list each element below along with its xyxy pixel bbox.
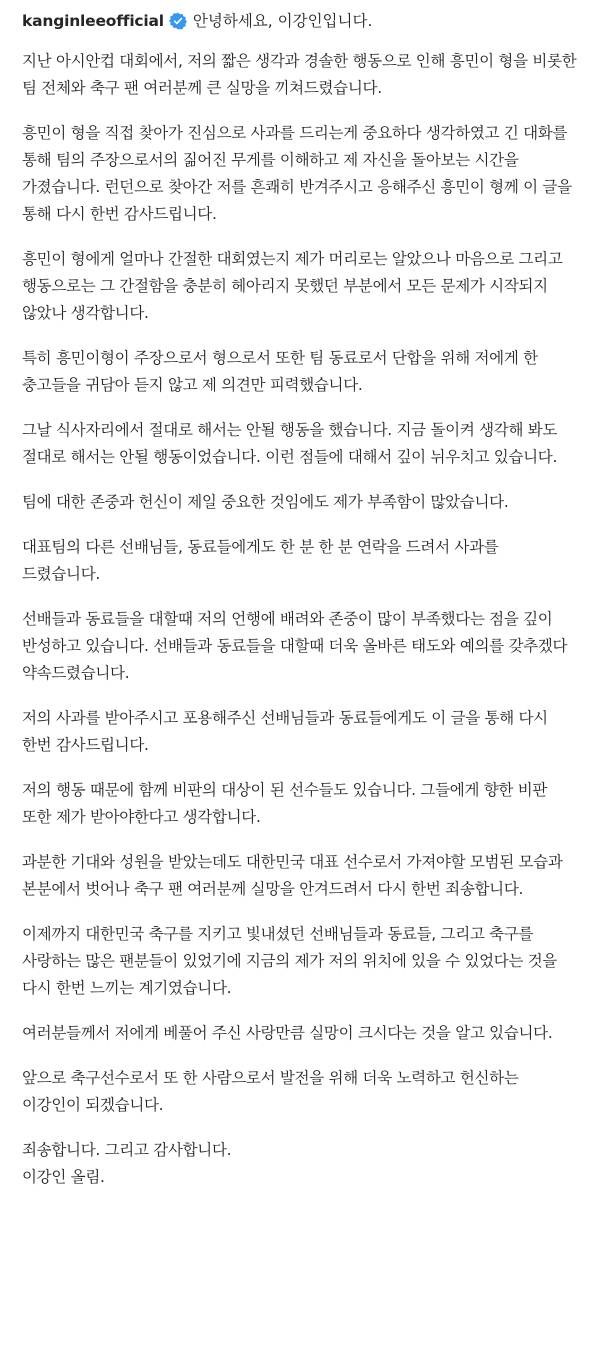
greeting-text: 안녕하세요, 이강인입니다. — [192, 12, 373, 30]
caption-paragraph-2: 흥민이 형을 직접 찾아가 진심으로 사과를 드리는게 중요하다 생각하였고 긴 대화를 통해 팀의 주장으로서의 짊어진 무게를 이해하고 제 자신을 돌아보는 시간을 가졌습니다. 런던으로 찾아간 저를 흔쾌히 반겨주시고 응해주신 흥민이 형께 이 글을 통해 다시 한번 감사드립니다. — [22, 124, 572, 223]
caption-paragraph-5: 그날 식사자리에서 절대로 해서는 안될 행동을 했습니다. 지금 돌이켜 생각해 봐도 절대로 해서는 안될 행동이었습니다. 이런 점들에 대해서 깊이 뉘우치고 있습니다. — [22, 421, 558, 466]
caption-header — [22, 10, 578, 32]
caption-paragraph-7: 대표팀의 다른 선배님들, 동료들에게도 한 분 한 분 연락을 드려서 사과를 드렸습니다. — [22, 538, 499, 583]
closing-text — [22, 1137, 578, 1191]
verified-badge-icon — [169, 12, 187, 30]
caption-paragraph-14: 앞으로 축구선수로서 또 한 사람으로서 발전을 위해 더욱 노력하고 헌신하는 이강인이 되겠습니다. — [22, 1069, 519, 1114]
caption-paragraph-4: 특히 흥민이형이 주장으로서 형으로서 또한 팀 동료로서 단합을 위해 저에게 한 충고들을 귀담아 듣지 않고 제 의견만 피력했습니다. — [22, 349, 538, 394]
caption-paragraph-8: 선배들과 동료들을 대할때 저의 언행에 배려와 존중이 많이 부족했다는 점을 깊이 반성하고 있습니다. 선배들과 동료들을 대할때 더욱 올바른 태도와 예의를 갖추겠다 약속드렸습니다. — [22, 610, 568, 682]
caption-paragraph-13: 여러분들께서 저에게 베풀어 주신 사랑만큼 실망이 크시다는 것을 알고 있습니다. — [22, 1024, 553, 1042]
caption-paragraph-9: 저의 사과를 받아주시고 포용해주신 선배님들과 동료들에게도 이 글을 통해 다시 한번 감사드립니다. — [22, 709, 548, 754]
caption-paragraph-11: 과분한 기대와 성원을 받았는데도 대한민국 대표 선수로서 가져야할 모범된 모습과 본분에서 벗어나 축구 팬 여러분께 실망을 안겨드려서 다시 한번 죄송합니다. — [22, 853, 563, 898]
caption-paragraph-3: 흥민이 형에게 얼마나 간절한 대회였는지 제가 머리로는 알았으나 마음으로 그리고 행동으로는 그 간절함을 충분히 헤아리지 못했던 부분에서 모든 문제가 시작되지 않았나 생각합니다. — [22, 250, 563, 322]
caption-paragraph-1: 지난 아시안컵 대회에서, 저의 짧은 생각과 경솔한 행동으로 인해 흥민이 형을 비롯한 팀 전체와 축구 팬 여러분께 큰 실망을 끼쳐드렸습니다. — [22, 52, 577, 97]
caption-paragraph-10: 저의 행동 때문에 함께 비판의 대상이 된 선수들도 있습니다. 그들에게 향한 비판 또한 제가 받아야한다고 생각합니다. — [22, 781, 548, 826]
caption-paragraph-6: 팀에 대한 존중과 헌신이 제일 중요한 것임에도 제가 부족함이 많았습니다. — [22, 493, 509, 511]
closing-line-apology: 죄송합니다. 그리고 감사합니다. — [22, 1141, 232, 1159]
username-link[interactable]: kanginleeofficial — [22, 12, 164, 30]
closing-signature: 이강인 올림. — [22, 1168, 105, 1186]
caption-paragraph-12: 이제까지 대한민국 축구를 지키고 빛내셨던 선배님들과 동료들, 그리고 축구를 사랑하는 많은 팬분들이 있었기에 지금의 제가 저의 위치에 있을 수 있었다는 것을 다시 한번 느끼는 계기였습니다. — [22, 925, 558, 997]
caption-body — [22, 48, 578, 1191]
